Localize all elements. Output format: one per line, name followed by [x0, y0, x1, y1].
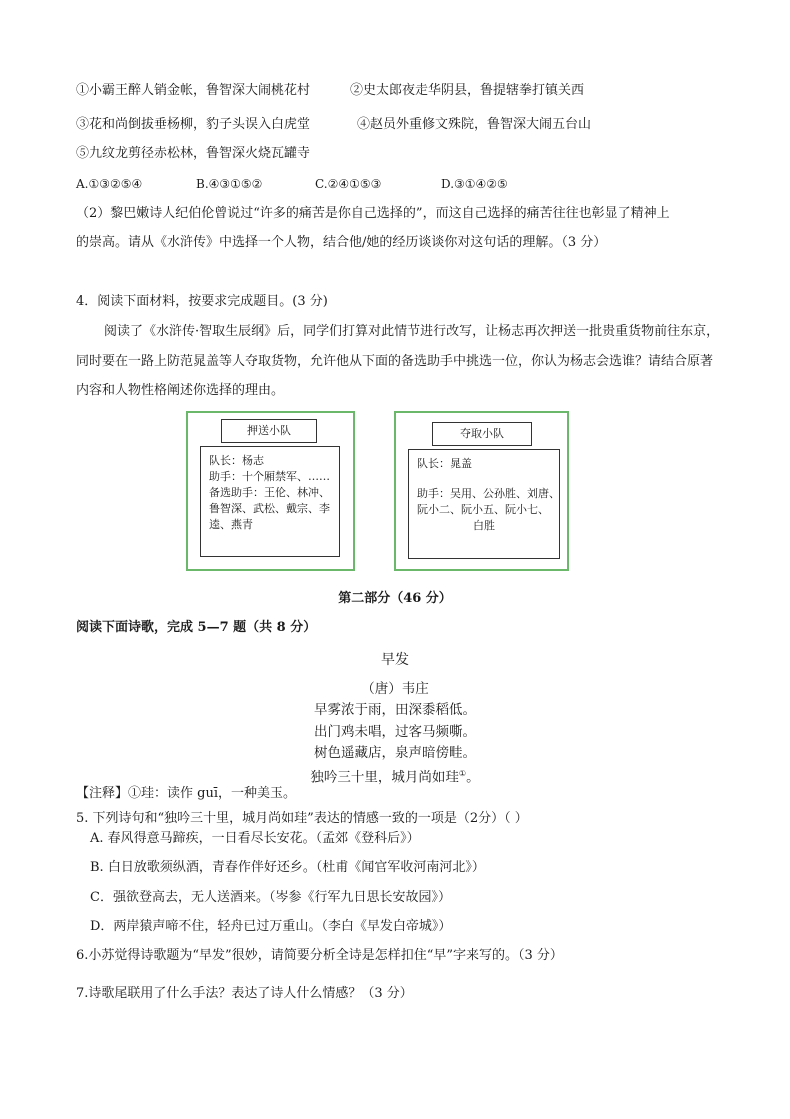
poem-author: （唐）韦庄	[361, 681, 429, 697]
escort-candidates-2: 鲁智深、武松、戴宗、李	[209, 502, 330, 515]
footnote-mark: ①	[458, 769, 467, 778]
q5-option-d: D．两岸猿声啼不住，轻舟已过万重山。（李白《早发白帝城》）	[90, 919, 452, 934]
escort-team-frame	[186, 411, 355, 571]
escort-team-details	[200, 446, 340, 557]
poem-note: 【注释】①珪：读作 guī，一种美玉。	[76, 786, 296, 801]
q4-paragraph-line2: 同时要在一路上防范晁盖等人夺取货物，允许他从下面的备选助手中挑选一位，你认为杨志会选谁？请结合原著	[76, 354, 714, 369]
rob-helpers-1: 助手：吴用、公孙胜、刘唐、	[417, 487, 560, 500]
escort-candidates-3: 逵、燕青	[209, 518, 253, 531]
q3-part2-line2: 的崇高。请从《水浒传》中选择一个人物，结合他/她的经历谈谈你对这句话的理解。（3 分）	[76, 235, 607, 250]
poem-line-3: 树色遥藏店，泉声暗傍畦。	[314, 745, 476, 761]
escort-team-title: 押送小队	[221, 419, 317, 443]
rob-team-details	[408, 449, 560, 559]
poem-line-4: 独吟三十里，城月尚如珪①。	[310, 769, 480, 786]
q4-paragraph-line3: 内容和人物性格阐述你选择的理由。	[76, 383, 285, 398]
choice-b: B.④③①⑤②	[196, 177, 263, 191]
option-line-2a: ③花和尚倒拔垂杨柳，豹子头误入白虎堂	[76, 117, 311, 132]
rob-leader: 队长：晁盖	[417, 457, 472, 470]
escort-candidates-1: 备选助手：王伦、林冲、	[209, 486, 330, 499]
choice-c: C.②④①⑤③	[315, 177, 382, 191]
escort-leader: 队长：杨志	[209, 454, 264, 467]
q5-option-a: A. 春风得意马蹄疾，一日看尽长安花。（孟郊《登科后》）	[90, 831, 420, 846]
choice-d: D.③①④②⑤	[441, 177, 508, 191]
q7: 7.诗歌尾联用了什么手法？表达了诗人什么情感？（3 分）	[76, 986, 413, 1001]
poem-line-4-text: 独吟三十里，城月尚如珪	[310, 769, 459, 786]
rob-team-title: 夺取小队	[432, 422, 532, 446]
q4-paragraph-line1: 阅读了《水浒传·智取生辰纲》后，同学们打算对此情节进行改写，让杨志再次押送一批贵重货物前往东京，	[104, 324, 720, 339]
rob-helpers-3: 白胜	[473, 519, 495, 532]
poem-title: 早发	[381, 652, 409, 668]
part2-instruction: 阅读下面诗歌，完成 5—7 题（共 8 分）	[76, 620, 317, 635]
poem-line-2: 出门鸡未唱，过客马频嘶。	[314, 724, 476, 740]
q4-heading: 4．阅读下面材料，按要求完成题目。(3 分)	[76, 294, 328, 309]
option-line-3: ⑤九纹龙剪径赤松林，鲁智深火烧瓦罐寺	[76, 146, 311, 161]
q5-option-b: B. 白日放歌须纵酒，青春作伴好还乡。（杜甫《闻官军收河南河北》）	[90, 860, 485, 875]
option-line-2b: ④赵员外重修文殊院，鲁智深大闹五台山	[357, 117, 592, 132]
rob-helpers-2: 阮小二、阮小五、阮小七、	[417, 503, 549, 516]
poem-line-1: 早雾浓于雨，田深黍稻低。	[314, 702, 476, 718]
q5-option-c: C．强欲登高去，无人送酒来。（岑参《行军九日思长安故园》）	[90, 890, 451, 905]
escort-helpers: 助手：十个厢禁军、……	[209, 470, 330, 483]
q5-stem: 5. 下列诗句和“独吟三十里，城月尚如珪”表达的情感一致的一项是（2分）（ ）	[76, 811, 528, 826]
rob-team-frame	[394, 411, 569, 571]
part2-title: 第二部分（46 分）	[338, 591, 452, 606]
option-line-1b: ②史太郎夜走华阴县，鲁提辖拳打镇关西	[350, 83, 585, 98]
option-line-1a: ①小霸王醉人销金帐，鲁智深大闹桃花村	[76, 83, 311, 98]
q3-part2-line1: （2）黎巴嫩诗人纪伯伦曾说过“许多的痛苦是你自己选择的”，而这自己选择的痛苦往往也彰显了精神上	[76, 206, 670, 221]
q6: 6.小苏觉得诗歌题为“早发”很妙，请简要分析全诗是怎样扣住“早”字来写的。（3 分）	[76, 948, 563, 963]
choice-a: A.①③②⑤④	[76, 177, 143, 191]
